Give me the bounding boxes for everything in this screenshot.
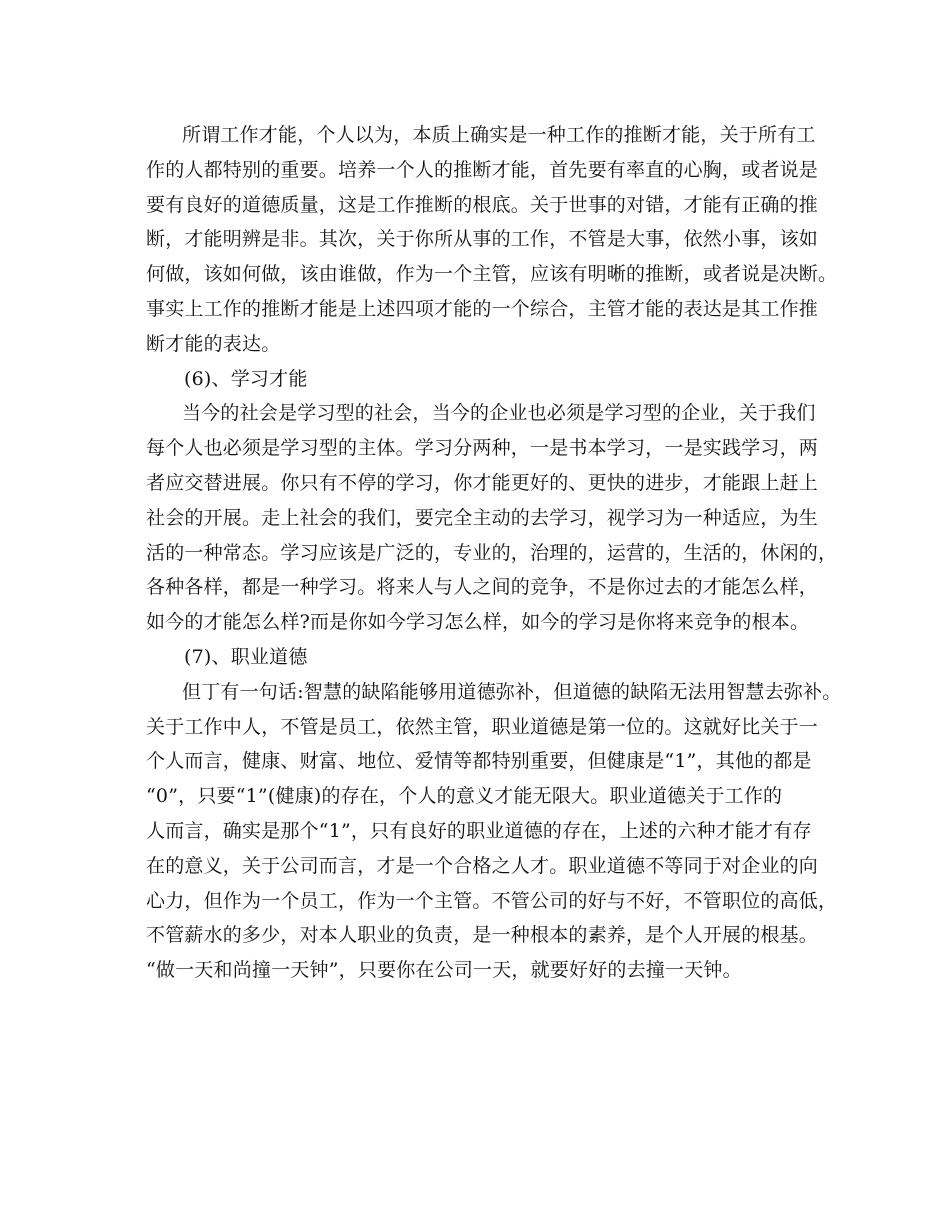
paragraph-line: 社会的开展。走上社会的我们，要完全主动的去学习，视学习为一种适应，为生 [146, 506, 819, 529]
paragraph-line: 作的人都特别的重要。培养一个人的推断才能，首先要有率直的心胸，或者说是 [146, 158, 819, 181]
paragraph-line: 者应交替进展。你只有不停的学习，你才能更好的、更快的进步，才能跟上赶上 [146, 471, 819, 494]
paragraph-line: 在的意义，关于公司而言，才是一个合格之人才。职业道德不等同于对企业的向 [146, 854, 819, 877]
paragraph-line: 事实上工作的推断才能是上述四项才能的一个综合，主管才能的表达是其工作推 [146, 297, 819, 320]
section-heading: (6)、学习才能 [184, 367, 308, 390]
paragraph-line: 关于工作中人，不管是员工，依然主管，职业道德是第一位的。这就好比关于一 [146, 715, 819, 738]
paragraph-line: 个人而言，健康、财富、地位、爱情等都特别重要，但健康是“1”，其他的都是 [146, 750, 812, 773]
paragraph-line: 但丁有一句话:智慧的缺陷能够用道德弥补，但道德的缺陷无法用智慧去弥补。 [182, 680, 842, 703]
section-heading: (7)、职业道德 [184, 645, 308, 668]
paragraph-line: 不管薪水的多少，对本人职业的负责，是一种根本的素养，是个人开展的根基。 [146, 924, 819, 947]
document-body [146, 118, 842, 988]
paragraph-line: 断才能的表达。 [146, 332, 281, 355]
paragraph-line: 当今的社会是学习型的社会，当今的企业也必须是学习型的企业，关于我们 [182, 402, 816, 425]
paragraph-line: 人而言，确实是那个“1”，只有良好的职业道德的存在，上述的六种才能才有存 [146, 819, 812, 842]
paragraph-line: 断，才能明辨是非。其次，关于你所从事的工作，不管是大事，依然小事，该如 [146, 228, 819, 251]
paragraph-line: “做一天和尚撞一天钟”，只要你在公司一天，就要好好的去撞一天钟。 [146, 959, 742, 982]
paragraph-line: 如今的才能怎么样?而是你如今学习怎么样，如今的学习是你将来竞争的根本。 [146, 611, 810, 634]
paragraph-line: 要有良好的道德质量，这是工作推断的根底。关于世事的对错，才能有正确的推 [146, 193, 819, 216]
paragraph-line: “0”，只要“1”(健康)的存在，个人的意义才能无限大。职业道德关于工作的 [146, 785, 783, 808]
paragraph-line: 活的一种常态。学习应该是广泛的，专业的，治理的，运营的，生活的，休闲的， [146, 541, 838, 564]
paragraph-line: 所谓工作才能，个人以为，本质上确实是一种工作的推断才能，关于所有工 [182, 124, 816, 146]
paragraph-line: 心力，但作为一个员工，作为一个主管。不管公司的好与不好，不管职位的高低， [146, 889, 838, 912]
paragraph-line: 何做，该如何做，该由谁做，作为一个主管，应该有明晰的推断，或者说是决断。 [146, 263, 838, 286]
paragraph-line: 每个人也必须是学习型的主体。学习分两种，一是书本学习，一是实践学习，两 [146, 437, 819, 460]
paragraph-line: 各种各样，都是一种学习。将来人与人之间的竞争，不是你过去的才能怎么样， [146, 576, 819, 599]
